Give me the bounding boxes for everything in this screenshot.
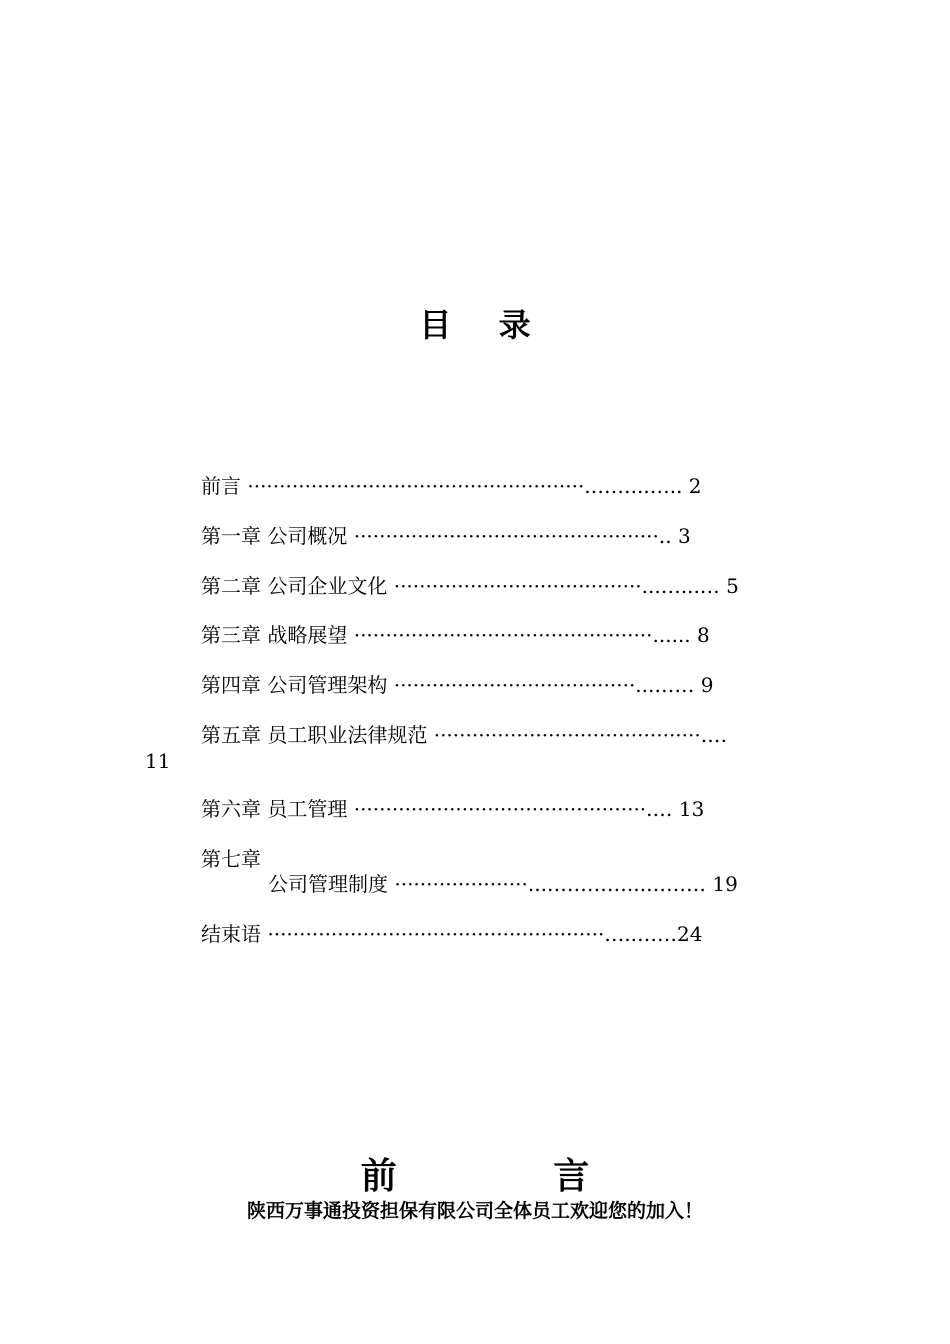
toc-entry-preface: 前言 ·····················································.……...….. 2	[201, 474, 702, 498]
preface-title: 前 言	[360, 1156, 662, 1197]
preface-welcome-text: 陕西万事通投资担保有限公司全体员工欢迎您的加入！	[246, 1200, 703, 1222]
toc-entry-closing: 结束语 ·····················································…..……24	[201, 922, 703, 946]
toc-entry-chapter-7-title: 公司管理制度 ·····················...…………...……… 19	[268, 872, 738, 896]
toc-entry-chapter-7-label: 第七章	[201, 847, 261, 871]
toc-title: 目 录	[419, 306, 549, 344]
toc-entry-chapter-5-page: 11	[145, 749, 171, 773]
toc-entry-chapter-4: 第四章 公司管理架构 ······································...…… 9	[201, 673, 714, 697]
toc-entry-chapter-3: 第三章 战略展望 ···············································...... 8	[201, 623, 710, 647]
toc-entry-chapter-5: 第五章 员工职业法律规范 ··········································.…	[201, 723, 728, 747]
toc-entry-chapter-1: 第一章 公司概况 ················································.. 3	[201, 524, 691, 548]
toc-entry-chapter-6: 第六章 员工管理 ··············································.… 13	[201, 797, 705, 821]
toc-entry-chapter-2: 第二章 公司企业文化 ·······································...…...… 5	[201, 574, 739, 598]
